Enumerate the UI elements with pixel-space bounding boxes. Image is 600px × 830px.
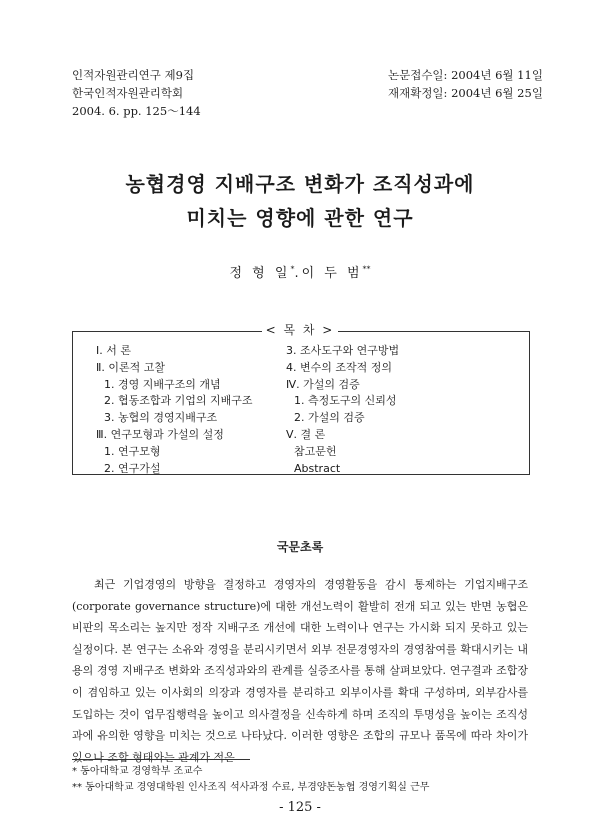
received-date: 논문접수일: 2004년 6월 11일 <box>388 68 543 82</box>
page-number: - 125 - <box>279 800 321 815</box>
toc-item: Ⅲ. 연구모형과 가설의 설정 <box>96 427 224 441</box>
toc-item: 2. 가설의 검증 <box>294 411 365 425</box>
toc-item: 1. 측정도구의 신뢰성 <box>294 394 397 408</box>
footnotes <box>72 764 429 796</box>
toc-item: Ⅰ. 서 론 <box>96 344 131 357</box>
author-1-mark: * <box>290 264 295 274</box>
accepted-date: 재재확정일: 2004년 6월 25일 <box>388 86 543 100</box>
society-name: 한국인적자원관리학회 <box>72 86 184 100</box>
toc-item: 4. 변수의 조작적 정의 <box>286 360 392 374</box>
toc-heading: < 목 차 > <box>0 321 600 338</box>
toc-item: Ⅱ. 이론적 고찰 <box>96 360 166 374</box>
paper-title-line2: 미치는 영향에 관한 연구 <box>186 206 414 230</box>
footnote-1: * 동아대학교 경영학부 조교수 <box>72 766 203 777</box>
journal-name: 인적자원관리연구 제9집 <box>72 68 195 82</box>
author-1: 정 형 일 <box>229 266 291 281</box>
toc-item: 1. 경영 지배구조의 개념 <box>104 377 221 391</box>
footnote-2: ** 동아대학교 경영대학원 인사조직 석사과정 수료, 부경양돈농협 경영기획실 근무 <box>72 782 430 793</box>
toc-item: 3. 농협의 경영지배구조 <box>104 411 218 425</box>
journal-info <box>72 66 201 120</box>
abstract-paragraph: 최근 기업경영의 방향을 결정하고 경영자의 경영활동을 감시 통제하는 기업지배구조(corporate governance structure)에 대한 개선노력이 활발히 전개 되고 있는 반면 농협은 비판의 목소리는 높지만 정작 지배구조 개선에 대한 노력이나 연구는 가시화 되지 못하고 있는 실정이다. 본 연구는 소유와 경영을 분리시키면서 외부 전문경영자의 경영참여를 확대시키는 내용의 경영 지배구조 변화와 조직성과와의 관계를 실증조사를 통해 살펴보았다. 연구결과 조합장이 겸임하고 있는 이사회의 의장과 경영자를 분리하고 외부이사를 확대 구성하며, 외부감사를 도입하는 것이 업무집행력을 높이고 의사결정을 신속하게 하며 조직의 투명성을 높이는 조직성과에 유의한 영향을 미치는 것으로 나타났다. 이러한 영향은 조합의 규모나 품목에 따라 차이가 있으나 조합 형태와는 관계가 적은 <box>72 578 528 764</box>
toc-item: 2. 협동조합과 기업의 지배구조 <box>104 394 253 408</box>
author-2-mark: ** <box>362 264 371 274</box>
issue-pages: 2004. 6. pp. 125～144 <box>72 104 201 118</box>
toc-item: 2. 연구가설 <box>104 461 161 475</box>
toc-item: 3. 조사도구와 연구방법 <box>286 344 400 357</box>
footnote-rule <box>72 759 250 760</box>
author-line <box>0 262 600 281</box>
toc-item: Ⅴ. 결 론 <box>286 427 326 441</box>
toc-right-column <box>286 343 399 477</box>
toc-item: 1. 연구모형 <box>104 444 161 458</box>
toc-item: 참고문헌 <box>294 444 337 458</box>
author-2: .이 두 범 <box>294 266 363 281</box>
toc-item: Ⅳ. 가설의 검증 <box>286 377 360 391</box>
toc-item: Abstract <box>294 461 341 475</box>
submission-dates <box>388 66 543 102</box>
toc-left-column <box>96 343 253 477</box>
abstract-heading: 국문초록 <box>276 540 324 554</box>
abstract-body <box>72 574 528 768</box>
paper-title-line1: 농협경영 지배구조 변화가 조직성과에 <box>125 172 475 196</box>
